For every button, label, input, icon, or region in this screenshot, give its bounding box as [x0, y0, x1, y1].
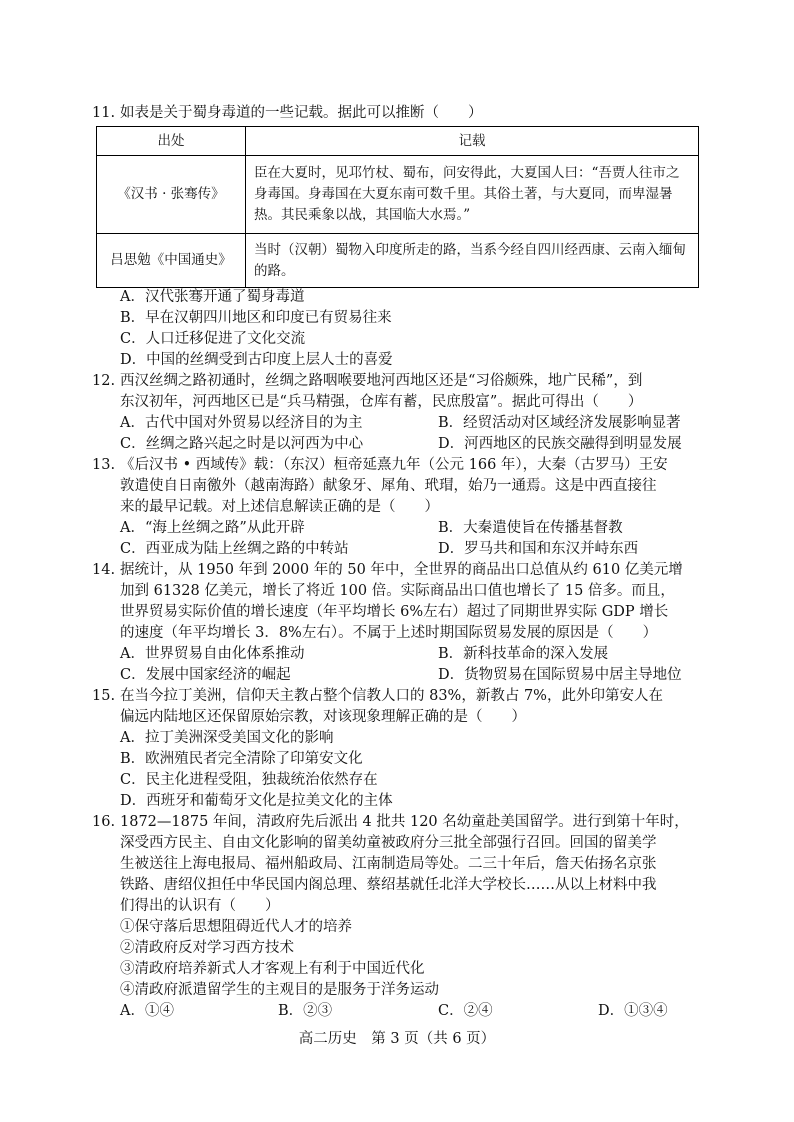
- question-number: 16.: [92, 814, 116, 830]
- option-b: B．经贸活动对区域经济发展影响显著: [438, 415, 681, 431]
- table-header-row: [97, 127, 699, 156]
- option-b: B．早在汉朝四川地区和印度已有贸易往来: [120, 310, 392, 326]
- option-d: D．西班牙和葡萄牙文化是拉美文化的主体: [120, 793, 393, 809]
- question-text-line: 世界贸易实际价值的增长速度（年平均增长 6%左右）超过了同期世界实际 GDP 增长: [120, 604, 669, 620]
- table-row: [97, 234, 699, 288]
- question-number: 13.: [92, 457, 116, 473]
- question-13-stem: [92, 455, 712, 476]
- question-text-line: 1872—1875 年间，清政府先后派出 4 批共 120 名幼童赴美国留学。进行到第十年时，: [120, 814, 689, 830]
- question-text-line: 的速度（年平均增长 3．8%左右）。不属于上述时期国际贸易发展的原因是（ ）: [120, 625, 658, 641]
- statement-item: ③清政府培养新式人才客观上有利于中国近代化: [120, 961, 425, 977]
- question-number: 11.: [92, 105, 116, 121]
- question-number: 14.: [92, 562, 116, 578]
- option-b: B．②③: [278, 1003, 333, 1019]
- table-row: [97, 156, 699, 234]
- option-a: A．汉代张骞开通了蜀身毒道: [120, 289, 305, 305]
- question-text: 如表是关于蜀身毒道的一些记载。据此可以推断（ ）: [120, 105, 483, 121]
- option-a: A．“海上丝绸之路”从此开辟: [120, 520, 305, 536]
- question-text-line: 们得出的认识有（ ）: [120, 898, 280, 914]
- question-number: 15.: [92, 688, 116, 704]
- option-d: D．货物贸易在国际贸易中居主导地位: [438, 667, 682, 683]
- question-text-line: 《后汉书 • 西域传》载：（东汉）桓帝延熹九年（公元 166 年），大秦（古罗马）王安: [120, 457, 668, 473]
- question-number: 12.: [92, 373, 116, 389]
- question-16-stem: [92, 812, 712, 833]
- question-text-line: 据统计，从 1950 年到 2000 年的 50 年中，全世界的商品出口总值从约 610 亿美元增: [120, 562, 683, 578]
- question-11-stem: [92, 103, 712, 124]
- option-c: C．人口迁移促进了文化交流: [120, 331, 306, 347]
- option-a: A．古代中国对外贸易以经济目的为主: [120, 415, 363, 431]
- option-a: A．①④: [120, 1003, 174, 1019]
- question-text-line: 来的最早记载。对上述信息解读正确的是（ ）: [120, 499, 439, 515]
- question-text-line: 生被送往上海电报局、福州船政局、江南制造局等处。二三十年后，詹天佑扬名京张: [120, 856, 657, 872]
- table-cell-source: 吕思勉《中国通史》: [97, 234, 246, 288]
- question-text-line: 东汉初年，河西地区已是“兵马精强，仓库有蓄，民庶殷富”。据此可得出（ ）: [120, 394, 643, 410]
- statement-item: ①保守落后思想阻碍近代人才的培养: [120, 919, 352, 935]
- question-12-stem: [92, 371, 712, 392]
- option-b: B．新科技革命的深入发展: [438, 646, 609, 662]
- option-c: C．丝绸之路兴起之时是以河西为中心: [120, 436, 364, 452]
- records-table: [96, 126, 699, 288]
- statement-item: ②清政府反对学习西方技术: [120, 940, 294, 956]
- option-a: A．拉丁美洲深受美国文化的影响: [120, 730, 334, 746]
- option-c: C．民主化进程受阻，独裁统治依然存在: [120, 772, 378, 788]
- page-footer: 高二历史 第 3 页（共 6 页）: [298, 1031, 496, 1047]
- question-text-line: 在当今拉丁美洲，信仰天主教占整个信教人口的 83%，新教占 7%，此外印第安人在: [120, 688, 663, 704]
- question-text-line: 偏远内陆地区还保留原始宗教，对该现象理解正确的是（ ）: [120, 709, 526, 725]
- option-b: B．欧洲殖民者完全清除了印第安文化: [120, 751, 363, 767]
- option-a: A．世界贸易自由化体系推动: [120, 646, 305, 662]
- option-d: D．罗马共和国和东汉并峙东西: [438, 541, 639, 557]
- question-text-line: 加到 61328 亿美元，增长了将近 100 倍。实际商品出口值也增长了 15 倍多。而且，: [120, 583, 675, 599]
- option-c: C．②④: [438, 1003, 493, 1019]
- option-c: C．发展中国家经济的崛起: [120, 667, 291, 683]
- question-text-line: 敦遣使自日南徼外（越南海路）献象牙、犀角、玳瑁，始乃一通焉。这是中西直接往: [120, 478, 657, 494]
- table-cell-record: 臣在大夏时，见邛竹杖、蜀布，问安得此，大夏国人曰：“吾贾人往市之身毒国。身毒国在大夏东南可数千里。其俗土著，与大夏同，而卑湿暑热。其民乘象以战，其国临大水焉。”: [246, 156, 699, 234]
- question-14-stem: [92, 560, 712, 581]
- table-cell-record: 当时（汉朝）蜀物入印度所走的路，当系今经自四川经西康、云南入缅甸的路。: [246, 234, 699, 288]
- option-d: D．中国的丝绸受到古印度上层人士的喜爱: [120, 352, 393, 368]
- table-cell-source: 《汉书 · 张骞传》: [97, 156, 246, 234]
- table-header-source: 出处: [97, 127, 246, 156]
- table-header-record: 记载: [246, 127, 699, 156]
- option-d: D．河西地区的民族交融得到明显发展: [438, 436, 682, 452]
- option-c: C．西亚成为陆上丝绸之路的中转站: [120, 541, 349, 557]
- statement-item: ④清政府派遣留学生的主观目的是服务于洋务运动: [120, 982, 439, 998]
- option-b: B．大秦遣使旨在传播基督教: [438, 520, 623, 536]
- option-d: D．①③④: [598, 1003, 668, 1019]
- question-text-line: 西汉丝绸之路初通时，丝绸之路咽喉要地河西地区还是“习俗颇殊，地广民稀”，到: [120, 373, 643, 389]
- question-text-line: 深受西方民主、自由文化影响的留美幼童被政府分三批全部强行召回。回国的留美学: [120, 835, 657, 851]
- question-text-line: 铁路、唐绍仪担任中华民国内阁总理、蔡绍基就任北洋大学校长……从以上材料中我: [120, 877, 657, 893]
- question-15-stem: [92, 686, 712, 707]
